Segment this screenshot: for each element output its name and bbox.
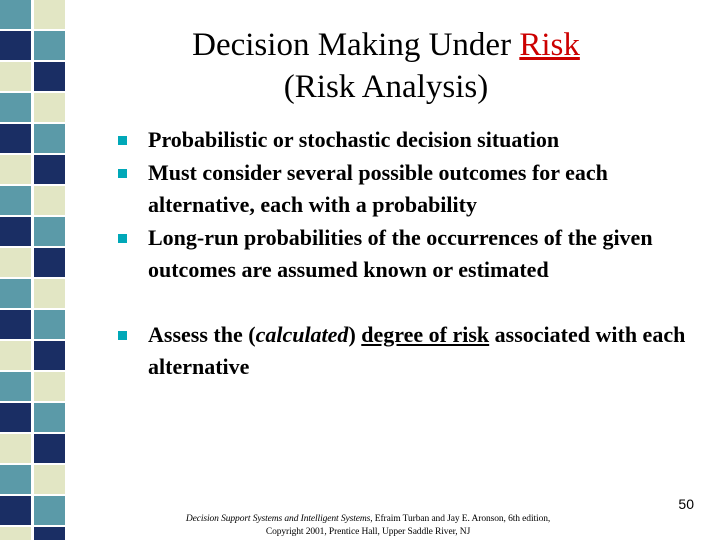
strip-block xyxy=(34,496,65,525)
strip-block xyxy=(34,279,65,308)
citation-line-1 xyxy=(140,513,596,526)
bullet-list xyxy=(116,124,696,384)
strip-block xyxy=(0,372,31,401)
page-number: 50 xyxy=(678,496,694,512)
strip-block xyxy=(34,186,65,215)
strip-block xyxy=(0,248,31,277)
square-bullet-icon xyxy=(118,234,127,243)
bullet-item xyxy=(116,222,696,287)
strip-block xyxy=(34,93,65,122)
strip-block xyxy=(34,217,65,246)
strip-block xyxy=(34,341,65,370)
strip-block xyxy=(0,434,31,463)
strip-block xyxy=(34,124,65,153)
citation-line-2: Copyright 2001, Prentice Hall, Upper Saddle River, NJ xyxy=(265,527,471,537)
citation-footer xyxy=(140,513,596,539)
strip-block xyxy=(34,62,65,91)
strip-block xyxy=(0,341,31,370)
strip-block xyxy=(34,372,65,401)
strip-block xyxy=(34,155,65,184)
bullet-text-part: ) xyxy=(348,321,362,347)
title-line-1-prefix: Decision Making Under xyxy=(192,27,520,63)
strip-block xyxy=(34,434,65,463)
square-bullet-icon xyxy=(118,331,127,340)
strip-block xyxy=(0,62,31,91)
title-risk-emphasis: Risk xyxy=(519,27,580,63)
strip-block xyxy=(34,310,65,339)
strip-block xyxy=(34,527,65,540)
strip-block xyxy=(0,155,31,184)
square-bullet-icon xyxy=(118,169,127,178)
title-line-1 xyxy=(80,24,692,66)
strip-block xyxy=(0,465,31,494)
slide-title xyxy=(80,24,692,108)
bullet-text xyxy=(148,322,685,380)
bullet-item xyxy=(116,319,696,384)
strip-block xyxy=(34,465,65,494)
degree-of-risk-emphasis: degree of risk xyxy=(361,321,490,347)
strip-block xyxy=(34,248,65,277)
strip-block xyxy=(0,217,31,246)
bullet-text: Probabilistic or stochastic decision situation xyxy=(148,127,560,152)
bullet-item xyxy=(116,124,696,157)
strip-block xyxy=(0,31,31,60)
strip-block xyxy=(34,0,65,29)
title-line-2: (Risk Analysis) xyxy=(283,69,489,105)
citation-book-title: Decision Support Systems and Intelligent Systems xyxy=(185,514,371,524)
strip-block xyxy=(0,124,31,153)
bullet-text-part: associated with each alternative xyxy=(148,321,686,379)
bullet-text: Long-run probabilities of the occurrences of the given outcomes are assumed known or estimated xyxy=(148,224,653,282)
strip-block xyxy=(0,496,31,525)
bullet-item xyxy=(116,157,696,222)
strip-block xyxy=(0,310,31,339)
decorative-side-strip xyxy=(0,0,68,540)
strip-block xyxy=(0,0,31,29)
bullet-text: Must consider several possible outcomes for each alternative, each with a probability xyxy=(148,159,608,217)
strip-block xyxy=(0,403,31,432)
strip-block xyxy=(34,403,65,432)
square-bullet-icon xyxy=(118,136,127,145)
bullet-text-part: Assess the ( xyxy=(148,321,256,347)
strip-block xyxy=(0,93,31,122)
strip-block xyxy=(0,186,31,215)
citation-authors: , Efraim Turban and Jay E. Aronson, 6th edition, xyxy=(370,514,551,524)
calculated-emphasis: calculated xyxy=(255,321,349,347)
strip-block xyxy=(0,527,31,540)
strip-block xyxy=(0,279,31,308)
strip-block xyxy=(34,31,65,60)
